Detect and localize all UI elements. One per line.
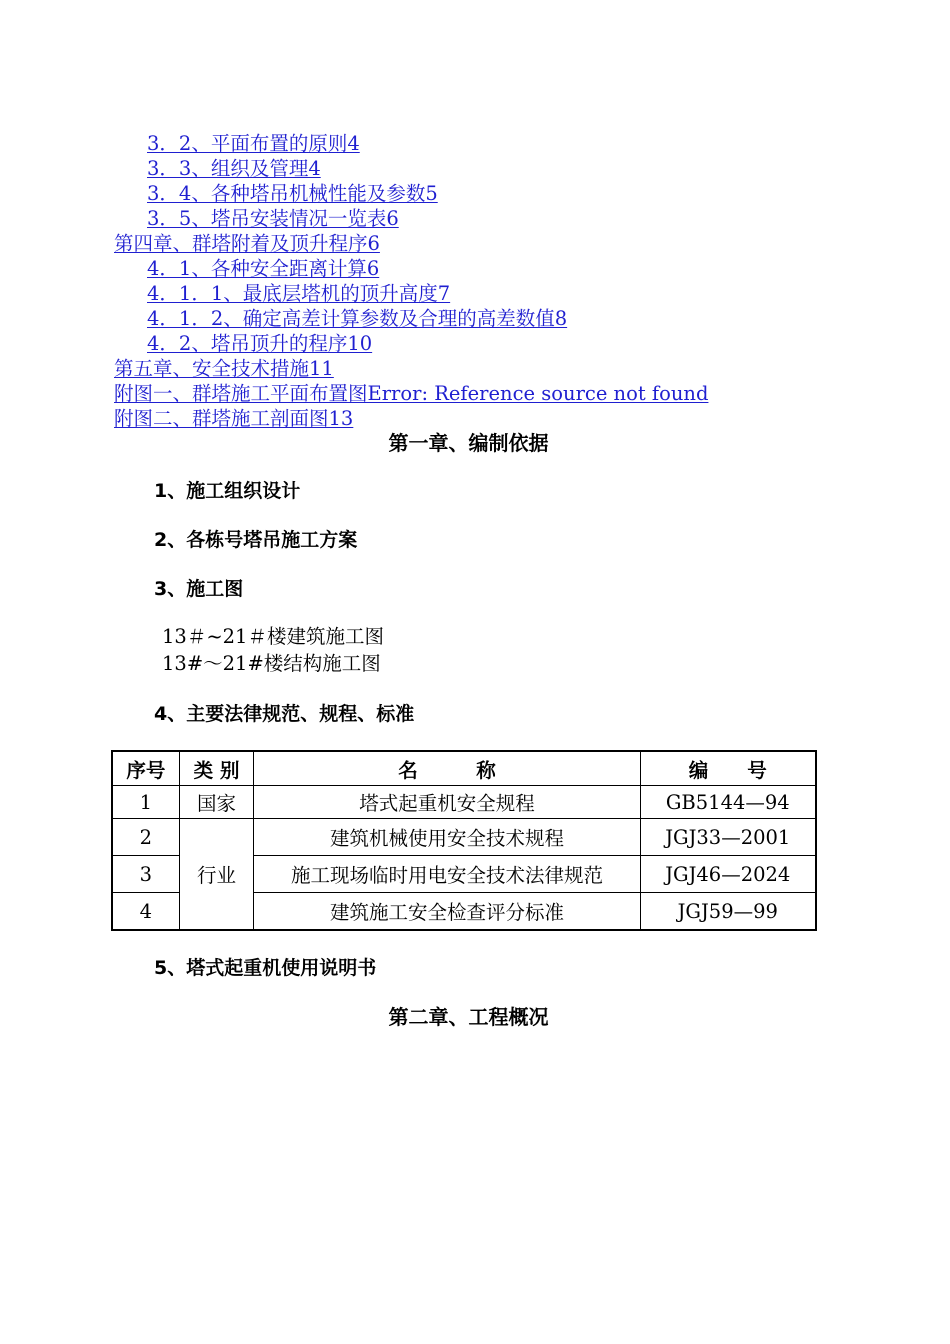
cell-name: 施工现场临时用电安全技术法律规范 bbox=[254, 856, 640, 893]
toc-link[interactable]: 4．1、各种安全距离计算6 bbox=[147, 257, 380, 280]
toc-link[interactable]: 3．5、塔吊安装情况一览表6 bbox=[147, 207, 399, 230]
cell-name: 建筑施工安全检查评分标准 bbox=[254, 893, 640, 931]
table-of-contents bbox=[0, 131, 950, 431]
toc-link[interactable]: 4．2、塔吊顶升的程序10 bbox=[147, 332, 373, 355]
cell-code: JGJ59—99 bbox=[640, 893, 816, 931]
chapter-2-heading: 第二章、工程概况 bbox=[388, 1005, 549, 1029]
header-name: 名 称 bbox=[254, 751, 640, 786]
toc-link[interactable]: 附图二、群塔施工剖面图13 bbox=[114, 407, 354, 430]
toc-link[interactable]: 第四章、群塔附着及顶升程序6 bbox=[114, 232, 380, 255]
cell-code: GB5144—94 bbox=[640, 786, 816, 819]
toc-link[interactable]: 3．2、平面布置的原则4 bbox=[147, 132, 360, 155]
header-category: 类 别 bbox=[179, 751, 254, 786]
cell-code: JGJ33—2001 bbox=[640, 819, 816, 856]
chapter-1-heading: 第一章、编制依据 bbox=[388, 431, 549, 455]
drawing-line-architecture: 13＃~21＃楼建筑施工图 bbox=[162, 625, 384, 648]
section-heading-1: 1、施工组织设计 bbox=[154, 480, 301, 502]
section-heading-2: 2、各栋号塔吊施工方案 bbox=[154, 529, 358, 551]
section-heading-3: 3、施工图 bbox=[154, 578, 244, 600]
toc-link[interactable]: 3．4、各种塔吊机械性能及参数5 bbox=[147, 182, 438, 205]
cell-number: 4 bbox=[112, 893, 179, 931]
header-number: 序号 bbox=[112, 751, 179, 786]
table-row bbox=[112, 819, 816, 856]
cell-number: 1 bbox=[112, 786, 179, 819]
cell-number: 2 bbox=[112, 819, 179, 856]
cell-name: 塔式起重机安全规程 bbox=[254, 786, 640, 819]
cell-name: 建筑机械使用安全技术规程 bbox=[254, 819, 640, 856]
cell-code: JGJ46—2024 bbox=[640, 856, 816, 893]
cell-category: 行业 bbox=[179, 819, 254, 931]
section-heading-5: 5、塔式起重机使用说明书 bbox=[154, 957, 377, 979]
toc-link[interactable]: 4．1．2、确定高差计算参数及合理的高差数值8 bbox=[147, 307, 568, 330]
cell-category: 国家 bbox=[179, 786, 254, 819]
toc-link[interactable]: 3．3、组织及管理4 bbox=[147, 157, 321, 180]
toc-link[interactable]: 第五章、安全技术措施11 bbox=[114, 357, 334, 380]
drawing-line-structure: 13#～21#楼结构施工图 bbox=[162, 652, 381, 675]
table-header-row bbox=[112, 751, 816, 786]
standards-table bbox=[111, 750, 817, 931]
toc-link[interactable]: 附图一、群塔施工平面布置图Error: Reference source not found bbox=[114, 382, 709, 405]
cell-number: 3 bbox=[112, 856, 179, 893]
table-row bbox=[112, 786, 816, 819]
header-code: 编 号 bbox=[640, 751, 816, 786]
toc-link[interactable]: 4．1．1、最底层塔机的顶升高度7 bbox=[147, 282, 451, 305]
section-heading-4: 4、主要法律规范、规程、标准 bbox=[154, 703, 415, 725]
